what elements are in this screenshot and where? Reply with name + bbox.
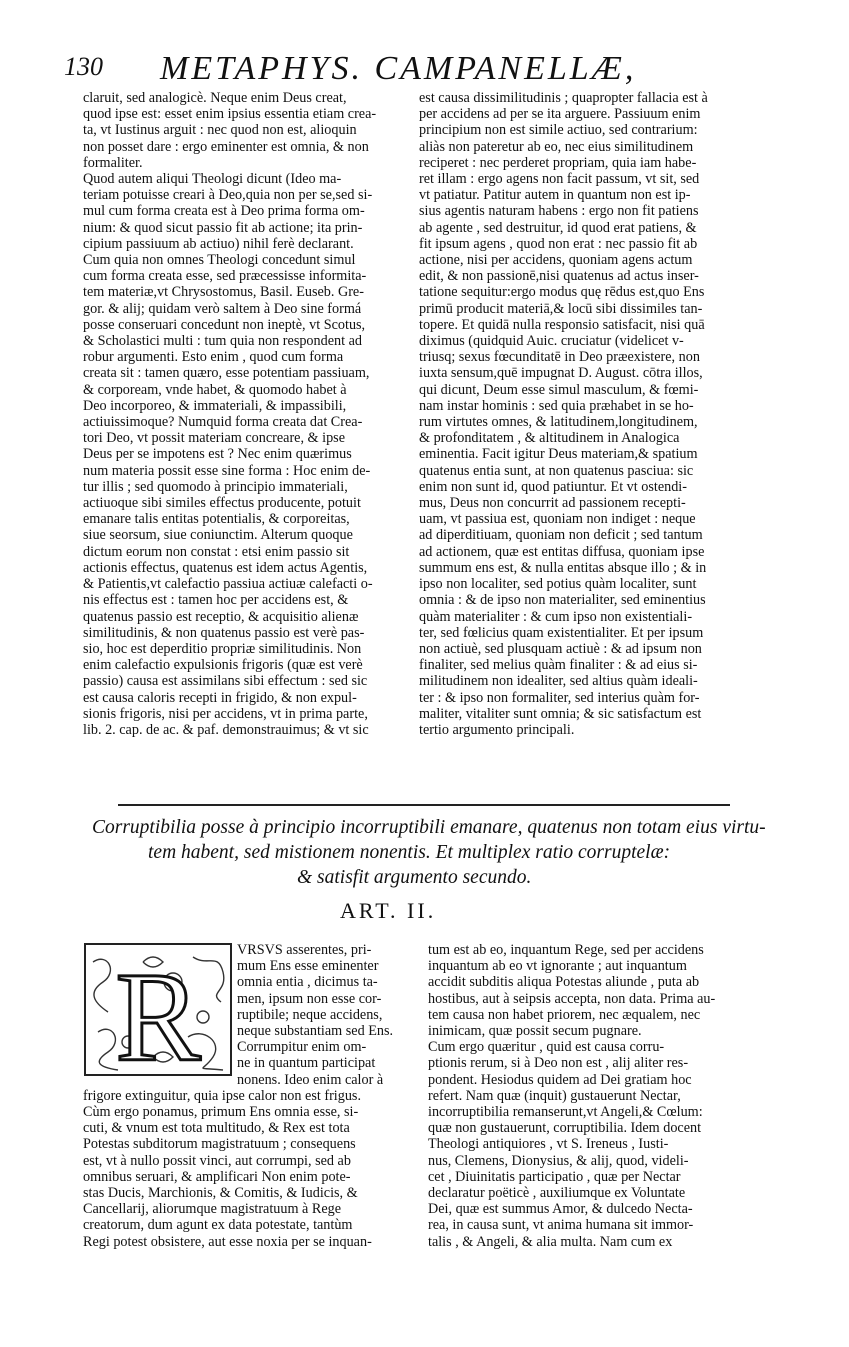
text-line: maliter, vitaliter sunt omnia; & sic satisfactum est [419, 705, 702, 722]
text-line: mus, Deus non concurrit ad passionem recepti- [419, 495, 686, 512]
text-line: quatenus passio est receptio, & acquisitio alienæ [83, 608, 359, 625]
text-line: nis effectus est : tamen hoc per accidens est, & [83, 592, 349, 609]
text-line: tur illis ; sed quomodo à principio immateriali, [83, 478, 348, 495]
right-text-column [419, 90, 751, 738]
article-label: ART. II. [340, 898, 437, 923]
text-line: ipso non localiter, sed potius quàm localiter, sunt [419, 576, 697, 593]
text-line: Regi potest obsistere, aut esse noxia per se inquan- [83, 1233, 372, 1250]
text-line: vt patiatur. Patitur autem in quantum non est ip- [419, 187, 691, 204]
text-line: Dei, quæ est summus Amor, & dulcedo Necta- [428, 1201, 693, 1218]
text-line: ad diperditiuam, quoniam non deficit ; sed tantum [419, 527, 703, 544]
initial-letter: R [115, 946, 201, 1077]
text-line: accidit subditis aliqua Potestas aliunde , puta ab [428, 974, 700, 991]
text-line: declaratur poëticè , auxiliumque ex Voluntate [428, 1185, 686, 1202]
text-line: frigore extinguitur, quia ipse calor non est frigus. [83, 1087, 361, 1104]
text-line: sius agentis naturam habens : ergo non fit patiens [419, 203, 699, 220]
text-line: Cum ergo quæritur , quid est causa corru- [428, 1039, 665, 1056]
heading-line: tem habent, sed mistionem nonentis. Et multiplex ratio corruptelæ: [148, 842, 671, 863]
text-line: Cum quia non omnes Theologi concedunt simul [83, 252, 356, 269]
text-line: ta, vt Iustinus arguit : nec quod non est, alioquin [83, 122, 357, 139]
text-line: mul cum forma creata est à Deo prima forma om- [83, 203, 365, 220]
text-line: ruptibile; neque accidens, [237, 1006, 383, 1023]
text-line: tem causa non habet priorem, nec æqualem, nec [428, 1006, 701, 1023]
body-right-column [428, 942, 753, 1250]
text-line: cipium passiuum ab actiuo) nihil ferè declarant. [83, 235, 354, 252]
section-heading [92, 815, 766, 890]
text-line: mum Ens esse eminenter [237, 958, 379, 975]
text-line: formaliter. [83, 154, 143, 171]
text-line: summum ens est, & nulla entitas absque illo ; & in [419, 559, 707, 576]
text-line: est causa caloris recepti in frigido, & non expul- [83, 689, 357, 706]
left-text-column [83, 90, 405, 738]
text-line: Cùm ergo ponamus, primum Ens omnia esse, si- [83, 1104, 359, 1121]
text-line: robur argumenti. Esto enim , quod cum forma [83, 349, 344, 366]
text-line: Deo incorporeo, & immateriali, & impassibili, [83, 397, 347, 414]
text-line: & profonditatem , & altitudinem in Analogica [419, 430, 680, 447]
text-line: refert. Nam quæ (inquit) gustauerunt Nectar, [428, 1087, 681, 1104]
text-line: edit, & non passionē,nisi quatenus ad actus inser- [419, 268, 699, 285]
text-line: militudinem non idealiter, sed altius quàm ideali- [419, 673, 698, 690]
text-line: omnia entia , dicimus ta- [237, 974, 378, 991]
text-line: rea, in causa sunt, vt anima humana sit immor- [428, 1217, 694, 1234]
page-header [64, 50, 764, 90]
text-line: inimicam, quæ possit secum pugnare. [428, 1023, 642, 1040]
text-line: quatenus entia sunt, at non quatenus pasciua: sic [419, 462, 694, 479]
text-line: qui dicunt, Deum esse simul masculum, & fœmi- [419, 381, 699, 398]
text-line: teriam potuisse creari à Deo,quia non per se,sed si- [83, 187, 373, 204]
running-title: METAPHYS. CAMPANELLÆ, [160, 50, 637, 87]
text-line: Quod autem aliqui Theologi dicunt (Ideo ma- [83, 171, 342, 188]
text-line: & Patientis,vt calefactio passiua actiuæ calefacti o- [83, 576, 373, 593]
text-line: nus, Clemens, Dionysius, & alij, quod, videli- [428, 1152, 689, 1169]
text-line: ptionis rerum, si à Deo non est , alij aliter res- [428, 1055, 689, 1072]
text-line: aliàs non pateretur ab eo, nec eius similitudinem [419, 138, 694, 155]
heading-line: Corruptibilia posse à principio incorruptibili emanare, quatenus non totam eius virtu- [92, 817, 766, 838]
text-line: cet , Diuinitatis participatio , quæ per Nectar [428, 1168, 681, 1185]
text-line: finaliter, sed melius quàm finaliter : & ad eius si- [419, 657, 698, 674]
body-left-column [83, 942, 413, 1250]
text-line: sionis frigoris, nisi per accidens, vt in prima parte, [83, 705, 368, 722]
heading-line: & satisfit argumento secundo. [297, 867, 532, 888]
text-line: omnibus seruari, & amplificari Non enim pote- [83, 1168, 351, 1185]
section-divider [118, 804, 730, 806]
text-line: actionis effectus, quatenus est idem actus Agentis, [83, 559, 368, 576]
text-line: quæ non gustauerunt, corruptibilia. Idem docent [428, 1120, 702, 1137]
text-line: ad actionem, quæ est entitas diffusa, quoniam ipse [419, 543, 705, 560]
text-line: ne in quantum participat [237, 1055, 376, 1072]
text-line: cum forma creata esse, sed præcessisse informita- [83, 268, 367, 285]
text-line: ter : & ipso non formaliter, sed interius quàm for- [419, 689, 700, 706]
text-line: hostibus, aut à seipsis accepta, non data. Prima au- [428, 990, 716, 1007]
text-line: Potestas subditorum magistratuum ; consequens [83, 1136, 356, 1153]
text-line: tori Deo, vt possit materiam concreare, & ipse [83, 430, 345, 447]
text-line: uam, vt passiua est, quoniam non indiget : neque [419, 511, 696, 528]
text-line: inquantum ab eo vt ignorante ; aut inquantum [428, 958, 687, 975]
text-line: eminentia. Facit igitur Deus materiam,& spatium [419, 446, 698, 463]
text-line: sio, hoc est deperditio propriæ similitudinis. Non [83, 640, 362, 657]
page-number: 130 [64, 52, 103, 81]
text-line: Theologi antiquiores , vt S. Ireneus , Iusti- [428, 1136, 669, 1153]
text-line: creatorum, dum agunt ex data potestate, tantùm [83, 1217, 353, 1234]
text-line: per accidens ad per se ita arguere. Passiuum enim [419, 106, 701, 123]
text-line: creata sit : tamen quæro, esse potentiam passiuam, [83, 365, 370, 382]
text-line: primū producit materiā,& locū sibi dissimiles tan- [419, 300, 703, 317]
text-line: men, ipsum non esse cor- [237, 990, 382, 1007]
text-line: quod ipse est: esset enim ipsius essentia etiam crea- [83, 106, 377, 123]
text-line: ret illam : ergo agens non facit passum, vt sit, sed [419, 171, 700, 188]
text-line: nonens. Ideo enim calor à [237, 1071, 384, 1088]
text-line: topere. Et quidā nulla responsio satisfacit, nisi quā [419, 316, 705, 333]
text-line: gor. & alij; quidam verò saltem à Deo sine formá [83, 300, 362, 317]
text-line: stas Ducis, Marchionis, & Comitis, & Iudicis, & [83, 1185, 358, 1202]
text-line: est, vt à nullo possit vinci, aut corrumpi, sed ab [83, 1152, 351, 1169]
text-line: actiuissimoque? Numquid forma creata dat Crea- [83, 414, 363, 431]
text-line: triusq; sexus fœcunditatē in Deo præexistere, non [419, 349, 700, 366]
text-line: Deus per se impotens est ? Nec enim quærimus [83, 446, 352, 463]
text-line: claruit, sed analogicè. Neque enim Deus creat, [83, 90, 347, 106]
text-line: tem materiæ,vt Chrysostomus, Basil. Euseb. Gre- [83, 284, 364, 301]
text-line: actiuoque sibi similes effectus producente, potuit [83, 495, 361, 512]
text-line: neque substantiam sed Ens. [237, 1023, 394, 1040]
text-line: enim calefactio expulsionis frigoris (quæ est verè [83, 657, 363, 674]
text-line: tertio argumento principali. [419, 721, 575, 738]
text-line: pondent. Hesiodus quidem ad Dei gratiam hoc [428, 1071, 692, 1088]
text-line: & Scholastici multi : tum quia non respondent ad [83, 333, 362, 350]
text-line: non posset dare : ergo eminenter est omnia, & non [83, 138, 369, 155]
text-line: ter, sed fœlicius quam existentialiter. Et per ipsum [419, 624, 704, 641]
text-line: diximus (quidquid Auic. cruciatur (videlicet v- [419, 333, 684, 350]
text-line: omnia : & de ipso non materialiter, sed eminentius [419, 592, 706, 609]
text-line: posse conseruari concedunt non ineptè, vt Scotus, [83, 316, 366, 333]
text-line: ab agente , sed destruitur, id quod erat patiens, & [419, 219, 697, 236]
text-line: & corpoream, vnde habet, & quomodo habet à [83, 381, 347, 398]
text-line: iuxta sensum,quē impugnat D. August. cōtra illos, [419, 365, 703, 382]
text-line: tatione sequitur:ergo modus quę rēdus est,quo Ens [419, 284, 705, 301]
text-line: quàm materialiter : & cum ipso non existentiali- [419, 608, 693, 625]
text-line: dictum eorum non constat : etsi enim passio sit [83, 543, 350, 560]
text-line: emanare talis entitas potentialis, & corporeitas, [83, 511, 350, 528]
text-line: lib. 2. cap. de ac. & paf. demonstrauimus; & vt sic [83, 721, 369, 738]
text-line: non actiuè, sed plusquam actiuè : & ad ipsum non [419, 640, 702, 657]
text-line: Corrumpitur enim om- [237, 1039, 367, 1056]
text-line: tum est ab eo, inquantum Rege, sed per accidens [428, 942, 704, 958]
text-line: passio) causa est assimilans sibi effectum : sed sic [83, 673, 368, 690]
text-line: nam instar hominis : sed quia præhabet in se ho- [419, 397, 694, 414]
text-line: VRSVS asserentes, pri- [237, 942, 372, 958]
text-line: Cancellarij, aliorumque magistratuum à Rege [83, 1201, 342, 1218]
text-line: talis , & Angeli, & alia multa. Nam cum ex [428, 1233, 673, 1250]
text-line: nium: & quod sicut passio fit ab actione; ita prin- [83, 219, 363, 236]
text-line: reciperet : nec perderet propriam, quia iam habe- [419, 154, 697, 171]
text-line: siue seorsum, siue coniunctim. Alterum quoque [83, 527, 353, 544]
text-line: actione, nisi per accidens, quoniam agens actum [419, 252, 693, 269]
text-line: est causa dissimilitudinis ; quapropter fallacia est à [419, 90, 708, 106]
text-line: num materia possit esse sine forma : Hoc enim de- [83, 462, 371, 479]
text-line: incorruptibilia remanserunt,vt Angeli,& Cœlum: [428, 1104, 703, 1121]
text-line: rum virtutes omnes, & latitudinem,longitudinem, [419, 414, 698, 431]
text-line: cuti, & vnum est tota multitudo, & Rex est tota [83, 1120, 350, 1137]
text-line: enim non sunt id, quod patiuntur. Et vt ostendi- [419, 478, 687, 495]
text-line: similitudinis, & non quatenus passio est verè pas- [83, 624, 365, 641]
text-line: principium non est simile actiuo, sed contrarium: [419, 122, 698, 139]
text-line: fit ipsum agens , quod non erat : nec passio fit ab [419, 235, 698, 252]
